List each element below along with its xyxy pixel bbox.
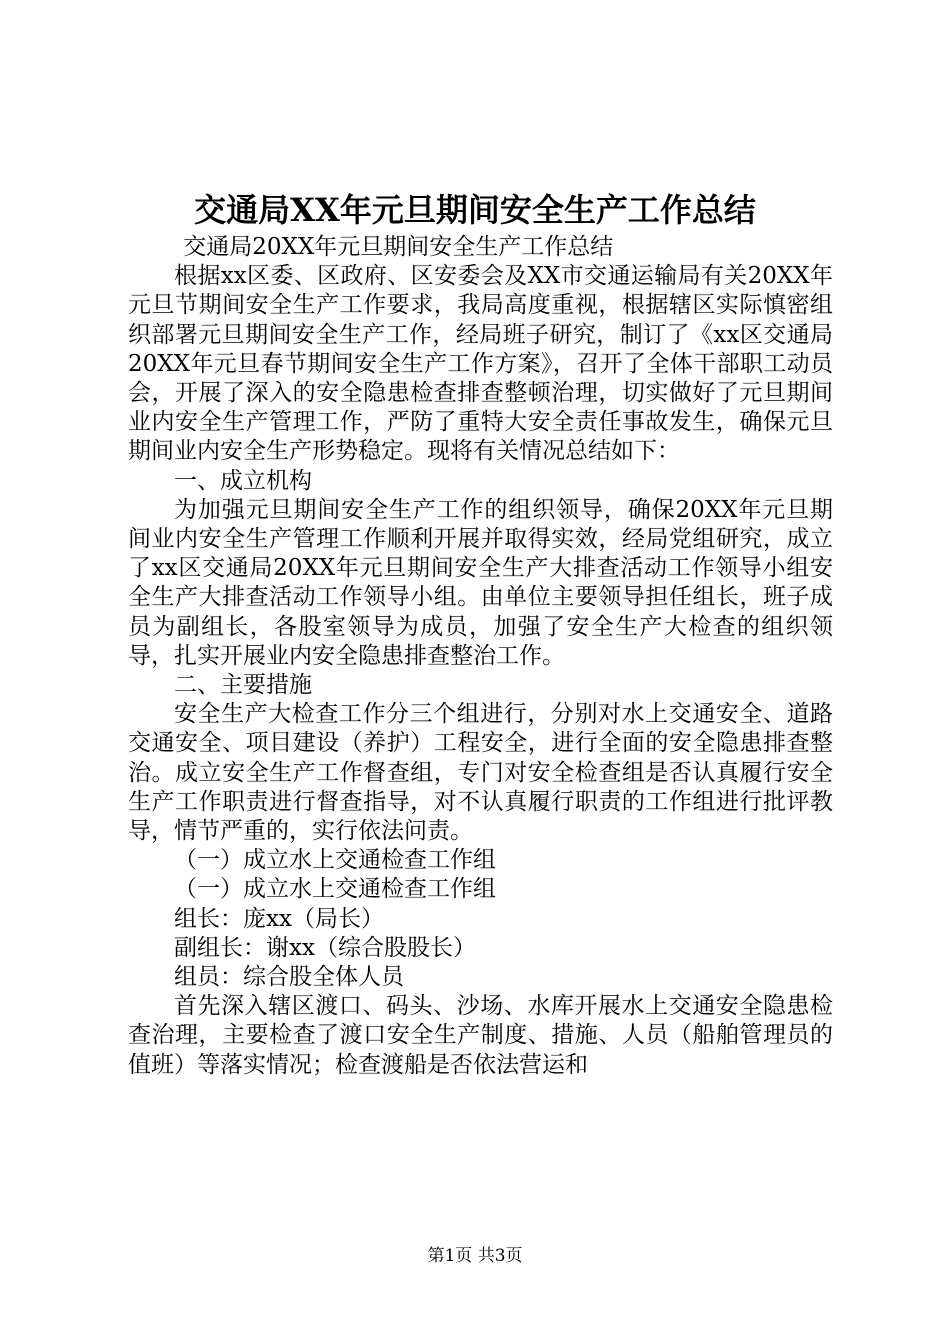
page-footer: 第1页 共3页 <box>427 1246 523 1266</box>
members-line: 组员：综合股全体人员 <box>174 964 404 991</box>
subtitle-paragraph: 交通局20XX年元旦期间安全生产工作总结 <box>183 234 614 260</box>
section-heading-1: 一、成立机构 <box>174 467 312 494</box>
section-1-paragraph: 为加强元旦期间安全生产工作的组织领导，确保20XX年元旦期间业内安全生产管理工作顺利开展并取得实效，经局党组研究，成立了xx区交通局20XX年元旦期间安全生产大排查活动工作领导小组安全生产大排查活动工作领导小组。由单位主要领导担任组长，班子成员为副组长，各股室领导为成员，加强了安全生产大检查的组织领导，扎实开展业内安全隐患排查整治工作。 <box>128 496 833 669</box>
document-title: 交通局XX年元旦期间安全生产工作总结 <box>194 191 756 229</box>
subsection-heading: （一）成立水上交通检查工作组 <box>174 847 496 874</box>
deputy-leader-line: 副组长：谢xx（综合股股长） <box>174 934 476 961</box>
inspection-paragraph: 首先深入辖区渡口、码头、沙场、水库开展水上交通安全隐患检查治理，主要检查了渡口安全生产制度、措施、人员（船舶管理员的值班）等落实情况；检查渡船是否依法营运和 <box>128 993 833 1078</box>
intro-paragraph: 根据xx区委、区政府、区安委会及XX市交通运输局有关20XX年元旦节期间安全生产工作要求，我局高度重视，根据辖区实际慎密组织部署元旦期间安全生产工作，经局班子研究，制订了《xx区交通局20XX年元旦春节期间安全生产工作方案》，召开了全体干部职工动员会，开展了深入的安全隐患检查排查整顿治理，切实做好了元旦期间业内安全生产管理工作，严防了重特大安全责任事故发生，确保元旦期间业内安全生产形势稳定。现将有关情况总结如下： <box>128 263 833 465</box>
subsection-heading-repeat: （一）成立水上交通检查工作组 <box>174 876 496 903</box>
section-2-paragraph: 安全生产大检查工作分三个组进行，分别对水上交通安全、道路交通安全、项目建设（养护）工程安全，进行全面的安全隐患排查整治。成立安全生产工作督查组，专门对安全检查组是否认真履行安全生产工作职责进行督查指导，对不认真履行职责的工作组进行批评教导，情节严重的，实行依法问责。 <box>128 701 833 845</box>
section-heading-2: 二、主要措施 <box>174 672 312 699</box>
document-body <box>128 233 833 1080</box>
group-leader-line: 组长：庞xx（局长） <box>174 905 384 932</box>
